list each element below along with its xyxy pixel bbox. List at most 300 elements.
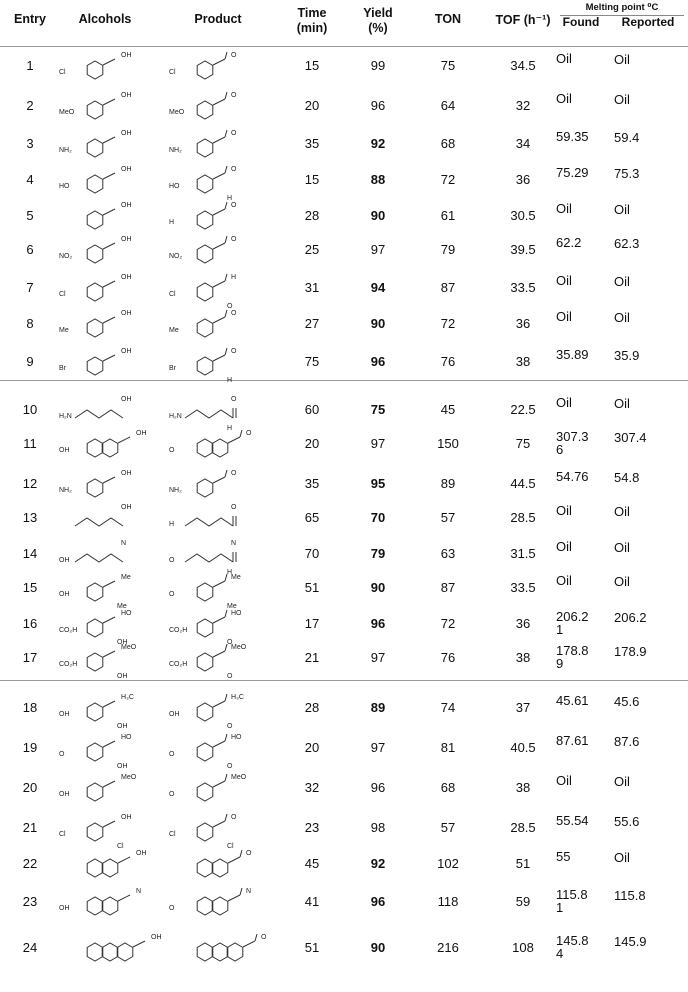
product-atom-label: O	[231, 310, 237, 317]
product-atom-label: MeO	[231, 774, 247, 781]
product-cell	[165, 884, 285, 929]
alcohol-atom-label: NO₂	[59, 253, 73, 260]
alcohol-atom-label: Cl	[59, 831, 66, 838]
cell-ton: 57	[440, 820, 456, 835]
cell-found: 178.8 9	[556, 643, 589, 671]
header-reported: Reported	[621, 15, 675, 29]
alcohol-atom-label: OH	[59, 447, 70, 454]
cell-reported: Oil	[614, 396, 630, 411]
cell-time: 45	[304, 856, 320, 871]
cell-found: 307.3 6	[556, 429, 589, 457]
cell-ton: 72	[440, 172, 456, 187]
cell-yield: 99	[370, 58, 386, 73]
product-atom-label: O	[231, 130, 237, 137]
alcohol-atom-label: N	[121, 540, 127, 547]
product-structure	[165, 88, 285, 128]
product-atom-label: O	[169, 557, 175, 564]
product-atom-label: H	[169, 521, 175, 528]
cell-ton: 118	[437, 894, 459, 909]
cell-ton: 76	[440, 354, 456, 369]
table-row	[0, 270, 688, 310]
product-atom-label: O	[169, 591, 175, 598]
header-alcohols: Alcohols	[78, 12, 132, 26]
cell-time: 35	[304, 136, 320, 151]
product-cell	[165, 770, 285, 815]
cell-found: 145.8 4	[556, 933, 589, 961]
header-time	[286, 6, 338, 36]
cell-found: Oil	[556, 573, 572, 588]
alcohol-structure	[55, 126, 175, 166]
alcohol-structure	[55, 846, 175, 886]
product-atom-label: O	[231, 396, 237, 403]
product-cell	[165, 344, 285, 389]
cell-entry: 20	[22, 780, 38, 795]
cell-tof: 38	[515, 354, 531, 369]
cell-found: 55	[556, 849, 571, 864]
cell-reported: 145.9	[614, 934, 647, 949]
cell-entry: 6	[26, 242, 34, 257]
cell-time: 70	[304, 546, 320, 561]
product-atom-label: CO₂H	[169, 661, 188, 668]
cell-found: 75.29	[556, 165, 589, 180]
cell-entry: 13	[22, 510, 38, 525]
cell-yield: 88	[370, 172, 386, 187]
product-atom-label: H	[227, 425, 233, 432]
product-atom-label: Cl	[169, 69, 176, 76]
cell-reported: 45.6	[614, 694, 640, 709]
alcohol-atom-label: OH	[59, 791, 70, 798]
cell-found: Oil	[556, 395, 572, 410]
alcohol-atom-label: OH	[136, 430, 147, 437]
cell-yield: 90	[370, 940, 386, 955]
cell-ton: 81	[440, 740, 456, 755]
alcohol-structure	[55, 344, 175, 384]
alcohol-structure	[55, 426, 175, 466]
cell-ton: 45	[440, 402, 456, 417]
cell-entry: 22	[22, 856, 38, 871]
cell-tof: 28.5	[510, 510, 536, 525]
table-row	[0, 730, 688, 770]
cell-tof: 108	[512, 940, 534, 955]
cell-ton: 72	[440, 616, 456, 631]
alcohol-structure	[55, 884, 175, 924]
alcohol-atom-label: CO₂H	[59, 661, 78, 668]
product-structure	[165, 846, 285, 886]
cell-tof: 51	[515, 856, 531, 871]
cell-reported: 115.8	[614, 888, 646, 903]
product-atom-label: O	[227, 763, 233, 770]
cell-entry: 5	[26, 208, 34, 223]
alcohol-structure	[55, 306, 175, 346]
cell-reported: Oil	[614, 202, 630, 217]
product-structure	[165, 640, 285, 680]
cell-found: 35.89	[556, 347, 589, 362]
product-atom-label: H	[227, 377, 233, 384]
cell-yield: 90	[370, 316, 386, 331]
product-atom-label: O	[231, 348, 237, 355]
product-atom-label: HO	[231, 610, 242, 617]
cell-found: 54.76	[556, 469, 589, 484]
cell-found: Oil	[556, 539, 572, 554]
cell-entry: 23	[22, 894, 38, 909]
product-atom-label: H	[231, 274, 237, 281]
product-structure	[165, 344, 285, 384]
product-structure	[165, 570, 285, 610]
cell-time: 35	[304, 476, 320, 491]
cell-time: 23	[304, 820, 320, 835]
alcohol-structure	[55, 930, 175, 970]
cell-entry: 8	[26, 316, 34, 331]
product-atom-label: NO₂	[169, 253, 183, 260]
product-atom-label: Br	[169, 365, 176, 372]
cell-entry: 7	[26, 280, 34, 295]
cell-yield: 96	[370, 780, 386, 795]
cell-tof: 40.5	[510, 740, 536, 755]
cell-tof: 44.5	[510, 476, 536, 491]
cell-found: Oil	[556, 773, 572, 788]
header-yield	[354, 6, 402, 36]
alcohol-cell	[55, 426, 175, 471]
cell-tof: 32	[515, 98, 531, 113]
product-atom-label: O	[169, 905, 175, 912]
product-structure	[165, 690, 285, 730]
cell-entry: 1	[26, 58, 34, 73]
product-atom-label: NH₂	[169, 147, 182, 154]
product-atom-label: O	[231, 814, 237, 821]
product-atom-label: Me	[231, 574, 241, 581]
header-yield-label: Yield	[363, 6, 393, 20]
cell-yield: 96	[370, 894, 386, 909]
product-atom-label: N	[231, 540, 237, 547]
product-structure	[165, 770, 285, 810]
cell-yield: 90	[370, 208, 386, 223]
cell-yield: 70	[370, 510, 386, 525]
cell-time: 31	[304, 280, 320, 295]
alcohol-atom-label: OH	[117, 673, 128, 680]
table-header	[0, 0, 688, 47]
table-row	[0, 846, 688, 886]
header-tof: TOF (h⁻¹)	[495, 13, 551, 27]
cell-entry: 3	[26, 136, 34, 151]
alcohol-atom-label: OH	[59, 591, 70, 598]
cell-ton: 68	[440, 780, 456, 795]
alcohol-atom-label: OH	[121, 348, 132, 355]
product-cell	[165, 730, 285, 775]
cell-found: 206.2 1	[556, 609, 589, 637]
header-time-unit: (min)	[296, 21, 328, 35]
cell-found: 115.8 1	[556, 887, 588, 915]
cell-time: 28	[304, 700, 320, 715]
alcohol-atom-label: OH	[121, 166, 132, 173]
product-atom-label: O	[231, 92, 237, 99]
alcohol-structure	[55, 690, 175, 730]
cell-yield: 89	[370, 700, 386, 715]
cell-reported: 307.4	[614, 430, 647, 445]
product-atom-label: Cl	[169, 831, 176, 838]
alcohol-atom-label: H₃C	[121, 694, 134, 701]
cell-ton: 61	[440, 208, 456, 223]
cell-entry: 16	[22, 616, 38, 631]
product-atom-label: Me	[169, 327, 179, 334]
product-atom-label: O	[227, 303, 233, 310]
alcohol-atom-label: CO₂H	[59, 627, 78, 634]
header-entry: Entry	[14, 12, 46, 26]
table-row	[0, 690, 688, 730]
cell-found: 45.61	[556, 693, 589, 708]
product-atom-label: MeO	[169, 109, 185, 116]
alcohol-atom-label: OH	[121, 310, 132, 317]
cell-time: 20	[304, 436, 320, 451]
alcohol-cell	[55, 770, 175, 815]
alcohol-atom-label: MeO	[121, 644, 137, 651]
alcohol-atom-label: Me	[121, 574, 131, 581]
cell-tof: 34	[515, 136, 531, 151]
cell-found: Oil	[556, 503, 572, 518]
product-atom-label: OH	[169, 711, 180, 718]
product-structure	[165, 810, 285, 850]
alcohol-atom-label: OH	[121, 236, 132, 243]
cell-reported: Oil	[614, 574, 630, 589]
cell-found: Oil	[556, 273, 572, 288]
product-structure	[165, 232, 285, 272]
cell-time: 51	[304, 580, 320, 595]
cell-time: 51	[304, 940, 320, 955]
cell-time: 20	[304, 740, 320, 755]
table-row	[0, 770, 688, 810]
alcohol-cell	[55, 640, 175, 685]
alcohol-atom-label: OH	[121, 470, 132, 477]
cell-entry: 4	[26, 172, 34, 187]
product-cell	[165, 930, 285, 975]
cell-reported: 206.2	[614, 610, 647, 625]
alcohol-atom-label: OH	[121, 274, 132, 281]
product-structure	[165, 126, 285, 166]
product-atom-label: O	[261, 934, 267, 941]
cell-ton: 64	[440, 98, 456, 113]
cell-tof: 22.5	[510, 402, 536, 417]
alcohol-atom-label: HO	[59, 183, 70, 190]
cell-found: Oil	[556, 309, 572, 324]
table-row	[0, 306, 688, 346]
cell-entry: 10	[22, 402, 38, 417]
product-atom-label: H₃C	[231, 694, 244, 701]
alcohol-cell	[55, 344, 175, 389]
cell-yield: 92	[370, 856, 386, 871]
cell-ton: 63	[440, 546, 456, 561]
product-structure	[165, 930, 285, 970]
cell-yield: 98	[370, 820, 386, 835]
alcohol-structure	[55, 770, 175, 810]
cell-yield: 90	[370, 580, 386, 595]
cell-entry: 21	[22, 820, 38, 835]
cell-found: Oil	[556, 51, 572, 66]
table-row	[0, 640, 688, 680]
alcohol-atom-label: OH	[59, 905, 70, 912]
header-product: Product	[194, 12, 242, 26]
cell-ton: 68	[440, 136, 456, 151]
alcohol-atom-label: OH	[151, 934, 162, 941]
table-row	[0, 570, 688, 610]
cell-time: 21	[304, 650, 320, 665]
cell-tof: 39.5	[510, 242, 536, 257]
cell-yield: 96	[370, 616, 386, 631]
cell-yield: 94	[370, 280, 386, 295]
product-atom-label: O	[231, 236, 237, 243]
product-atom-label: H	[227, 569, 233, 576]
table-row	[0, 88, 688, 128]
product-atom-label: Cl	[169, 291, 176, 298]
cell-tof: 59	[515, 894, 531, 909]
cell-found: 59.35	[556, 129, 589, 144]
cell-yield: 96	[370, 354, 386, 369]
table-row	[0, 426, 688, 466]
cell-reported: Oil	[614, 850, 630, 865]
alcohol-atom-label: HO	[121, 610, 132, 617]
product-atom-label: O	[231, 52, 237, 59]
product-atom-label: CO₂H	[169, 627, 188, 634]
product-atom-label: MeO	[231, 644, 247, 651]
cell-entry: 9	[26, 354, 34, 369]
alcohol-cell	[55, 48, 175, 93]
cell-yield: 97	[370, 436, 386, 451]
product-cell	[165, 426, 285, 471]
product-structure	[165, 730, 285, 770]
cell-reported: 178.9	[614, 644, 647, 659]
cell-tof: 36	[515, 316, 531, 331]
cell-yield: 97	[370, 740, 386, 755]
product-structure	[165, 270, 285, 310]
table-row	[0, 930, 688, 970]
cell-time: 28	[304, 208, 320, 223]
cell-ton: 87	[440, 580, 456, 595]
product-atom-label: HO	[231, 734, 242, 741]
cell-entry: 18	[22, 700, 38, 715]
cell-tof: 34.5	[510, 58, 536, 73]
alcohol-atom-label: H₂N	[59, 413, 72, 420]
cell-yield: 92	[370, 136, 386, 151]
cell-reported: 55.6	[614, 814, 640, 829]
header-found: Found	[562, 15, 600, 29]
product-structure	[165, 306, 285, 346]
cell-time: 41	[304, 894, 320, 909]
alcohol-atom-label: OH	[121, 396, 132, 403]
product-atom-label: O	[246, 850, 252, 857]
product-atom-label: Cl	[227, 843, 234, 850]
cell-found: 87.61	[556, 733, 589, 748]
header-yield-unit: (%)	[368, 21, 388, 35]
alcohol-atom-label: Me	[117, 603, 127, 610]
alcohol-structure	[55, 570, 175, 610]
product-atom-label: H₂N	[169, 413, 182, 420]
cell-entry: 14	[22, 546, 38, 561]
cell-entry: 2	[26, 98, 34, 113]
product-atom-label: O	[231, 166, 237, 173]
cell-entry: 15	[22, 580, 38, 595]
table-row	[0, 232, 688, 272]
product-atom-label: O	[227, 639, 233, 646]
cell-found: Oil	[556, 201, 572, 216]
product-atom-label: O	[169, 751, 175, 758]
cell-reported: Oil	[614, 504, 630, 519]
alcohol-atom-label: OH	[59, 711, 70, 718]
alcohol-structure	[55, 88, 175, 128]
cell-time: 15	[304, 58, 320, 73]
alcohol-cell	[55, 690, 175, 735]
cell-ton: 72	[440, 316, 456, 331]
alcohol-cell	[55, 930, 175, 975]
header-ton: TON	[434, 12, 462, 26]
header-time-label: Time	[297, 6, 327, 20]
cell-ton: 102	[437, 856, 459, 871]
cell-reported: Oil	[614, 540, 630, 555]
cell-tof: 33.5	[510, 580, 536, 595]
table-row	[0, 344, 688, 384]
product-atom-label: O	[246, 430, 252, 437]
cell-entry: 11	[23, 436, 37, 451]
cell-tof: 36	[515, 172, 531, 187]
product-cell	[165, 48, 285, 93]
product-atom-label: O	[231, 202, 237, 209]
alcohol-structure	[55, 162, 175, 202]
cell-time: 75	[304, 354, 320, 369]
cell-time: 17	[304, 616, 320, 631]
product-atom-label: Me	[227, 603, 237, 610]
table-row	[0, 810, 688, 850]
cell-reported: Oil	[614, 310, 630, 325]
table-row	[0, 884, 688, 924]
header-melting-point: Melting point ⁰C	[585, 2, 659, 13]
alcohol-atom-label: OH	[136, 850, 147, 857]
cell-time: 20	[304, 98, 320, 113]
cell-reported: 54.8	[614, 470, 640, 485]
cell-reported: 87.6	[614, 734, 640, 749]
table-row	[0, 126, 688, 166]
alcohol-atom-label: Me	[59, 327, 69, 334]
alcohol-atom-label: NH₂	[59, 147, 72, 154]
alcohol-atom-label: Cl	[117, 843, 124, 850]
alcohol-atom-label: OH	[59, 557, 70, 564]
cell-time: 25	[304, 242, 320, 257]
cell-yield: 97	[370, 242, 386, 257]
cell-time: 27	[304, 316, 320, 331]
product-structure	[165, 426, 285, 466]
cell-tof: 38	[515, 780, 531, 795]
cell-reported: Oil	[614, 774, 630, 789]
product-structure	[165, 500, 285, 540]
table-row	[0, 162, 688, 202]
product-atom-label: O	[169, 447, 175, 454]
cell-ton: 76	[440, 650, 456, 665]
cell-tof: 28.5	[510, 820, 536, 835]
product-atom-label: H	[227, 195, 233, 202]
alcohol-atom-label: OH	[121, 130, 132, 137]
alcohol-atom-label: N	[136, 888, 142, 895]
cell-found: Oil	[556, 91, 572, 106]
product-structure	[165, 48, 285, 88]
cell-reported: Oil	[614, 274, 630, 289]
cell-ton: 57	[440, 510, 456, 525]
alcohol-atom-label: OH	[121, 814, 132, 821]
cell-ton: 87	[440, 280, 456, 295]
alcohol-structure	[55, 640, 175, 680]
cell-time: 15	[304, 172, 320, 187]
product-atom-label: H	[169, 219, 175, 226]
cell-yield: 95	[370, 476, 386, 491]
product-atom-label: O	[227, 723, 233, 730]
cell-tof: 33.5	[510, 280, 536, 295]
cell-time: 65	[304, 510, 320, 525]
alcohol-atom-label: OH	[117, 723, 128, 730]
